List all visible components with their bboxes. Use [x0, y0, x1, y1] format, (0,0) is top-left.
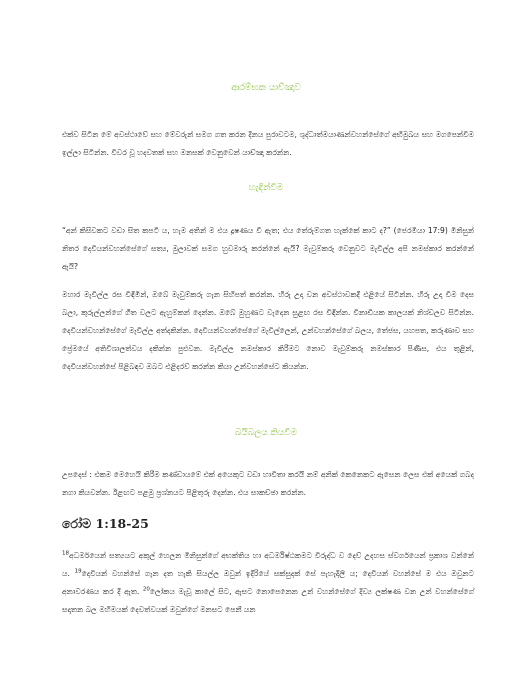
scripture-passage — [62, 547, 474, 619]
scripture-reference: රෝම 1:18-25 — [62, 516, 149, 531]
introduction-quote: “අන් කිසිවකට වඩා සිත කපටි ය, හැම අතින් ම එය දූෂණය වී ඇත; එය තේරුම්ගත හැක්කේ කාට ද?” (ජෙරමියා 17:9) මිනිසුන් නිතර දෙවියන්වහන්සේගේ සත්‍ය, මුලාවක් සමග හුවමාරු කරන්නේ ඇයි? මැවුම්කරු වෙනුවට මැවිල්ල අපි නමස්කාර කරන්නේ ඇයි? — [62, 226, 474, 271]
introduction-body: මහාර මැවිල්ල රස විඳිමින්, ඔබේ මැවුම්කරු ගැන සිහිපත් කරන්න. හිරු උදා වන අවස්ථාවකදී එළියේ සිටින්න. හිරු උදා වීම දෙස බලා, කුරුල්ලන්ගේ ගීත වලට ඇහුම්කන් දෙන්න. ඔබේ මුහුණට වැදෙන සුළඟ රස විඳින්න. විනාඩියක කාලයක් නිශ්චලව සිටින්න. දෙවියන්වහන්සේගේ මැවිල්ල අත්දකින්න. දෙවියන්වහන්සේගේ මැවිල්ලෙන්, උන්වහන්සේගේ බලය, තේජස, යහපත, කරුණාව සහ ප්‍රේමයේ අතිවිශාලත්වය දකින්න පුළුවන. මැවිල්ල නමස්කාර කිරීමට නොව මැවුම්කරු නමස්කාර පිණිස, එය තුළින්, දෙවියන්වහන්සේ පිළිබඳව ඔබට එළිදරව් කරන්න කියා උන්වහන්සේට කියන්න. — [62, 290, 474, 371]
bible-reading-heading: බයිබලය කියවීම — [234, 428, 298, 438]
verse-number: 19 — [74, 568, 82, 575]
bible-reading-instructions: උපදෙස් : එකම මෙහෙයි කිරීම කණ්ඩායමේ එක් අයෙකුට වඩා හාවිතා කරයි නම් අනික් කෙනෙකට ඇසෙන ලෙස එක් අයෙක් ගබද නගා කියවන්න. ඊළඟට පළමු ප්‍රශ්නයට පිළිතුරු දෙන්න. එය සාකච්ඡා කරන්න. — [62, 470, 474, 497]
verse-text: අධර්මයෙන් සත්‍යයට අකුල් හෙලන මිනිසුන්ගේ අභක්තිය හා අධර්මිෂ්ඨකමට විරුද්ධ ව දෙව් උදහස ස්වර්ගයෙන් ප්‍රකාශ වන්නේ ය. — [62, 551, 474, 578]
opening-prayer-text: එක්ව සිටින මේ අවස්ථාවේ සහ මේවරුන් සමග ගත කරන දිනය පුරාවටම, ශුද්ධාත්මයාණන්වහන්සේගේ අභිමුඛය සහ මගපෙන්වීම ඉල්ලා සිටින්න. විවර වූ හදවතක් සහ මනසක් වෙනුවෙන් යාච්ඤා කරන්න. — [62, 130, 474, 157]
verse-number: 20 — [142, 586, 150, 593]
opening-prayer-heading: ආරම්භක යාච්ඤාව — [231, 83, 301, 93]
introduction-heading: හැඳින්වීම — [248, 183, 284, 193]
verse-text: දෙවියන් වහන්සේ ගැන දත හැකි සියල්ල ඔවුන් ඉදිරියේ සක්සුදක් සේ පැහැදිලි ය; දෙවියන් වහන්සේ ම එය ඔවුනට අනාවරණය කර දී ඇත. — [62, 569, 474, 596]
verse-number: 18 — [62, 550, 69, 557]
verse-text: ලෝකය මැවූ කාලේ සිට, ඇසට නොපෙනෙන උන් වහන්සේගේ දිව්‍ය ලක්ෂණ වන උන් වහන්සේගේ සදාතන බල මහිමයක් දෙවත්වයක් ඔවුන්ගේ මනසට පෙනී යන — [62, 587, 474, 614]
